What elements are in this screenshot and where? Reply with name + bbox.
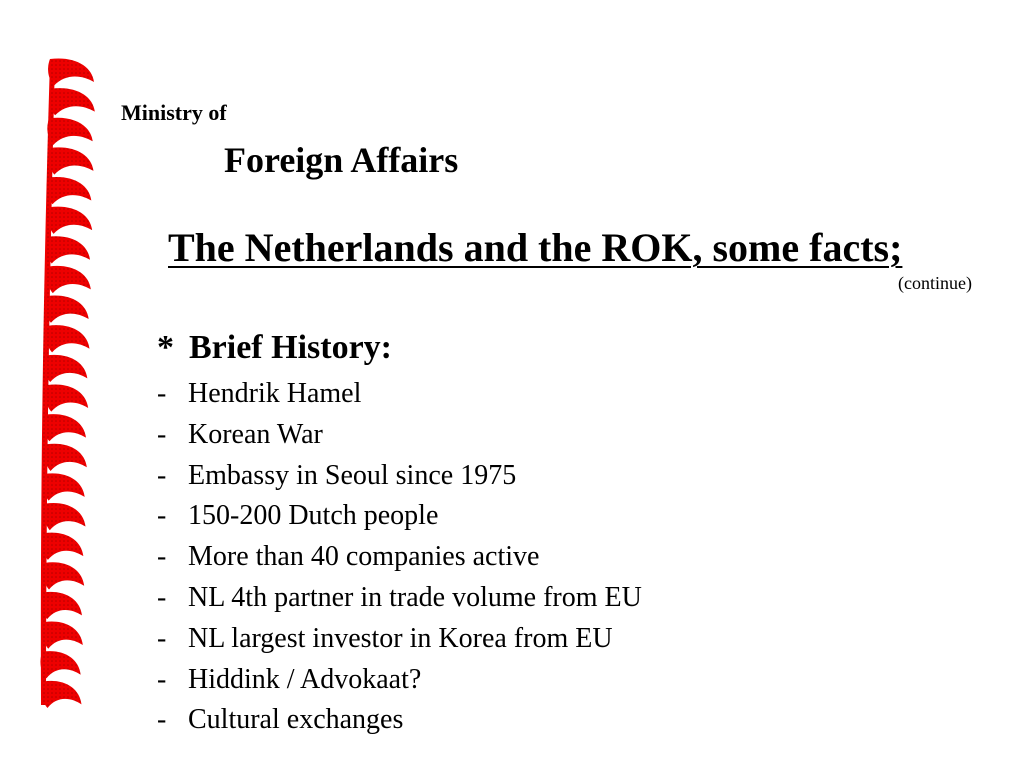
list-item — [157, 621, 642, 662]
list-item-text: Korean War — [188, 418, 323, 450]
emblem-segment — [45, 296, 89, 323]
list-item — [157, 417, 642, 458]
list-item — [157, 580, 642, 621]
list-item-text: Cultural exchanges — [188, 704, 404, 736]
list-item — [157, 376, 642, 417]
emblem-segment — [46, 325, 89, 352]
emblem-segment — [42, 622, 82, 649]
list-item-text: Hendrik Hamel — [188, 378, 362, 409]
emblem-segment — [45, 444, 87, 471]
emblem-segment — [47, 118, 92, 145]
title-note: (continue) — [898, 273, 972, 293]
list-item-text: Hiddink / Advokaat? — [188, 663, 422, 695]
emblem-segment — [46, 236, 90, 263]
bullet-marker: - — [157, 378, 167, 409]
bullet-marker: - — [157, 541, 167, 573]
emblem-segment — [40, 651, 80, 678]
emblem-segment — [48, 147, 93, 174]
emblem-segment — [48, 58, 94, 85]
emblem-segment — [42, 533, 83, 560]
list-item-text: NL 4th partner in trade volume from EU — [188, 581, 642, 613]
bullet-marker: - — [157, 500, 167, 532]
list-item — [157, 458, 642, 499]
section-heading — [157, 328, 392, 367]
emblem-segment — [45, 384, 88, 411]
list-item-text: 150-200 Dutch people — [188, 500, 439, 532]
bullet-marker: - — [157, 663, 167, 695]
list-item — [157, 498, 642, 539]
list-item — [157, 662, 642, 703]
bullet-marker: - — [157, 459, 167, 491]
section-heading-text: Brief History: — [189, 329, 392, 366]
list-item-text: Embassy in Seoul since 1975 — [188, 459, 517, 491]
emblem-segment — [44, 503, 86, 530]
bullet-marker: - — [157, 581, 167, 613]
emblem-segment — [49, 88, 95, 115]
facts-list — [157, 376, 642, 743]
organization-name-line1: Ministry of — [121, 100, 227, 125]
section-marker: * — [157, 329, 174, 366]
ministry-emblem-icon — [30, 55, 100, 715]
emblem-segment — [47, 177, 92, 204]
slide-title: The Netherlands and the ROK, some facts; — [168, 225, 903, 270]
emblem-segment — [42, 681, 82, 708]
emblem-segment — [43, 473, 85, 500]
emblem-segment — [48, 207, 92, 234]
emblem-segment — [41, 592, 82, 619]
bullet-marker: - — [157, 704, 167, 736]
bullet-marker: - — [157, 622, 167, 654]
list-item-text: NL largest investor in Korea from EU — [188, 622, 613, 654]
emblem-segment — [44, 355, 87, 382]
emblem-segment — [47, 266, 91, 293]
list-item — [157, 702, 642, 743]
bullet-marker: - — [157, 418, 167, 450]
emblem-segment — [44, 414, 86, 441]
organization-name-line2: Foreign Affairs — [224, 140, 459, 180]
emblem-segment — [43, 562, 84, 589]
list-item-text: More than 40 companies active — [188, 541, 540, 573]
list-item — [157, 539, 642, 580]
